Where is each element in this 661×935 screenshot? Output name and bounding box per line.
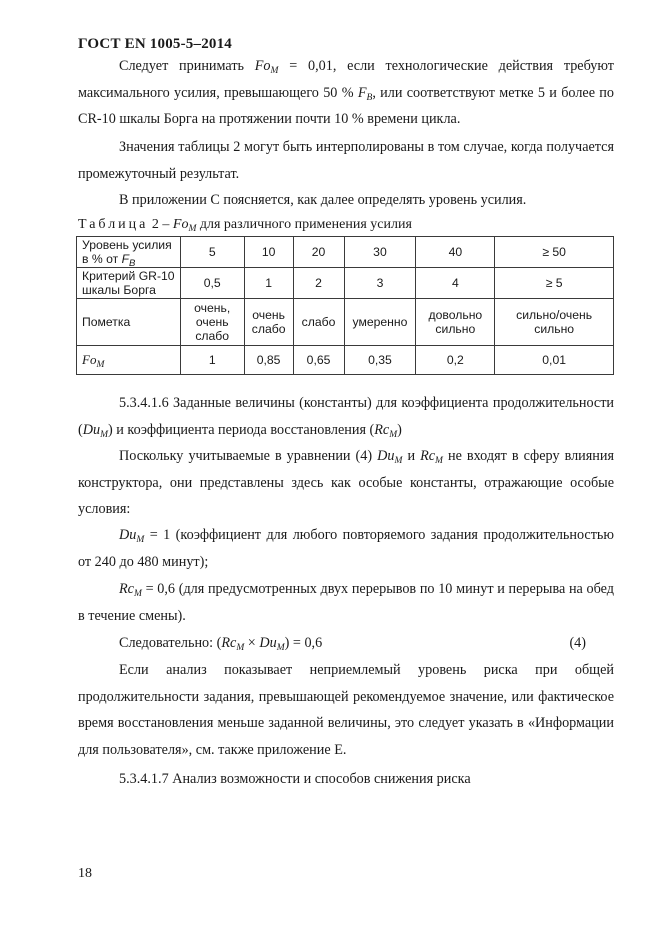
paragraph-du-value: $Du_M = 1$ (коэффициент для любого повторяемого задания продолжительностью от 240 до 480 минут);: [78, 527, 614, 570]
paragraph-rc-value: $Rc_M = 0,6$ (для предусмотренных двух перерывов по 10 минут и перерыва на обед в течение смены).: [78, 581, 614, 624]
table-cell: довольно сильно: [416, 299, 495, 346]
table-cell: сильно/очень сильно: [495, 299, 614, 346]
paragraph-5-3-4-1-7: 5.3.4.1.7 Анализ возможности и способов снижения риска: [119, 771, 471, 787]
document-header: ГОСТ EN 1005-5–2014: [78, 36, 232, 52]
table-cell: умеренно: [344, 299, 416, 346]
table-row: [77, 346, 614, 375]
table-cell: ≥ 5: [495, 268, 614, 299]
text: , или соответствуют метке 5 и более по CR-10 шкалы Борга на протяжении почти 10 % времени цикла.: [78, 84, 614, 128]
subscript: B: [366, 92, 373, 103]
table-cell: 30: [344, 237, 416, 268]
table-cell: 5: [180, 237, 244, 268]
table-row: [77, 299, 614, 346]
table-cell: 0,65: [293, 346, 344, 375]
paragraph-appendix-c: В приложении C поясняется, как далее определять уровень усилия.: [119, 192, 527, 208]
row-label: Критерий GR-10 шкалы Борга: [77, 268, 181, 299]
table-cell: 1: [180, 346, 244, 375]
text: Следует принимать: [119, 58, 255, 74]
table-cell: 4: [416, 268, 495, 299]
table-cell: 2: [293, 268, 344, 299]
subscript: M: [270, 66, 279, 76]
table-row: [77, 268, 614, 299]
force-level-table: [76, 236, 614, 375]
table-cell: слабо: [293, 299, 344, 346]
equation-number: (4): [569, 635, 586, 651]
table-row: [77, 237, 614, 268]
row-label: $Fo_M$: [77, 346, 181, 375]
paragraph-risk-analysis: Если анализ показывает неприемлемый уровень риска при общей продолжительности задания, превышающей рекомендуемое значение, или фактическое время восстановления меньше заданной величины, это следует указать в «Информации для пользователя», см. также приложение E.: [78, 662, 614, 758]
symbol: F: [357, 84, 367, 101]
table-cell: 40: [416, 237, 495, 268]
table-cell: очень слабо: [244, 299, 293, 346]
paragraph-interpolation: Значения таблицы 2 могут быть интерполированы в том случае, когда получается промежуточный результат.: [78, 139, 614, 182]
paragraph-5-3-4-1-6: 5.3.4.1.6 Заданные величины (константы) для коэффициента продолжительности $(Du_M)$ и коэффициента периода восстановления $(Rc_M)$: [78, 395, 614, 440]
table-cell: 3: [344, 268, 416, 299]
subscript: M: [188, 224, 197, 234]
caption-label: Таблица: [78, 217, 149, 232]
row-label: Уровень усилия в % от $F_B$: [77, 237, 181, 268]
caption-text: для различного применения усилия: [196, 217, 412, 232]
table-cell: ≥ 50: [495, 237, 614, 268]
table-cell: 10: [244, 237, 293, 268]
table-cell: 0,5: [180, 268, 244, 299]
equation-4: Следовательно: $(Rc_M \times Du_M) = 0,6$ (4): [78, 630, 614, 657]
table-cell: 0,2: [416, 346, 495, 375]
page-number: 18: [78, 866, 92, 881]
table-cell: 1: [244, 268, 293, 299]
table-cell: 0,35: [344, 346, 416, 375]
symbol: Fo: [254, 58, 271, 74]
text: = 0,01, если технологические действия требуют максимального усилия, превышающего 50 %: [78, 58, 614, 101]
row-label: Пометка: [77, 299, 181, 346]
paragraph-constants: Поскольку учитываемые в уравнении (4) $Du_M$ и $Rc_M$ не входят в сферу влияния конструктора, они представлены здесь как особые константы, отражающие особые условия:: [78, 448, 614, 518]
caption-number: 2 –: [151, 217, 173, 232]
table-cell: 20: [293, 237, 344, 268]
table-cell: 0,85: [244, 346, 293, 375]
paragraph-foм-rule: [78, 53, 614, 133]
symbol: Fo: [172, 217, 189, 232]
table-cell: очень, очень слабо: [180, 299, 244, 346]
table-cell: 0,01: [495, 346, 614, 375]
table-caption: [78, 217, 412, 233]
